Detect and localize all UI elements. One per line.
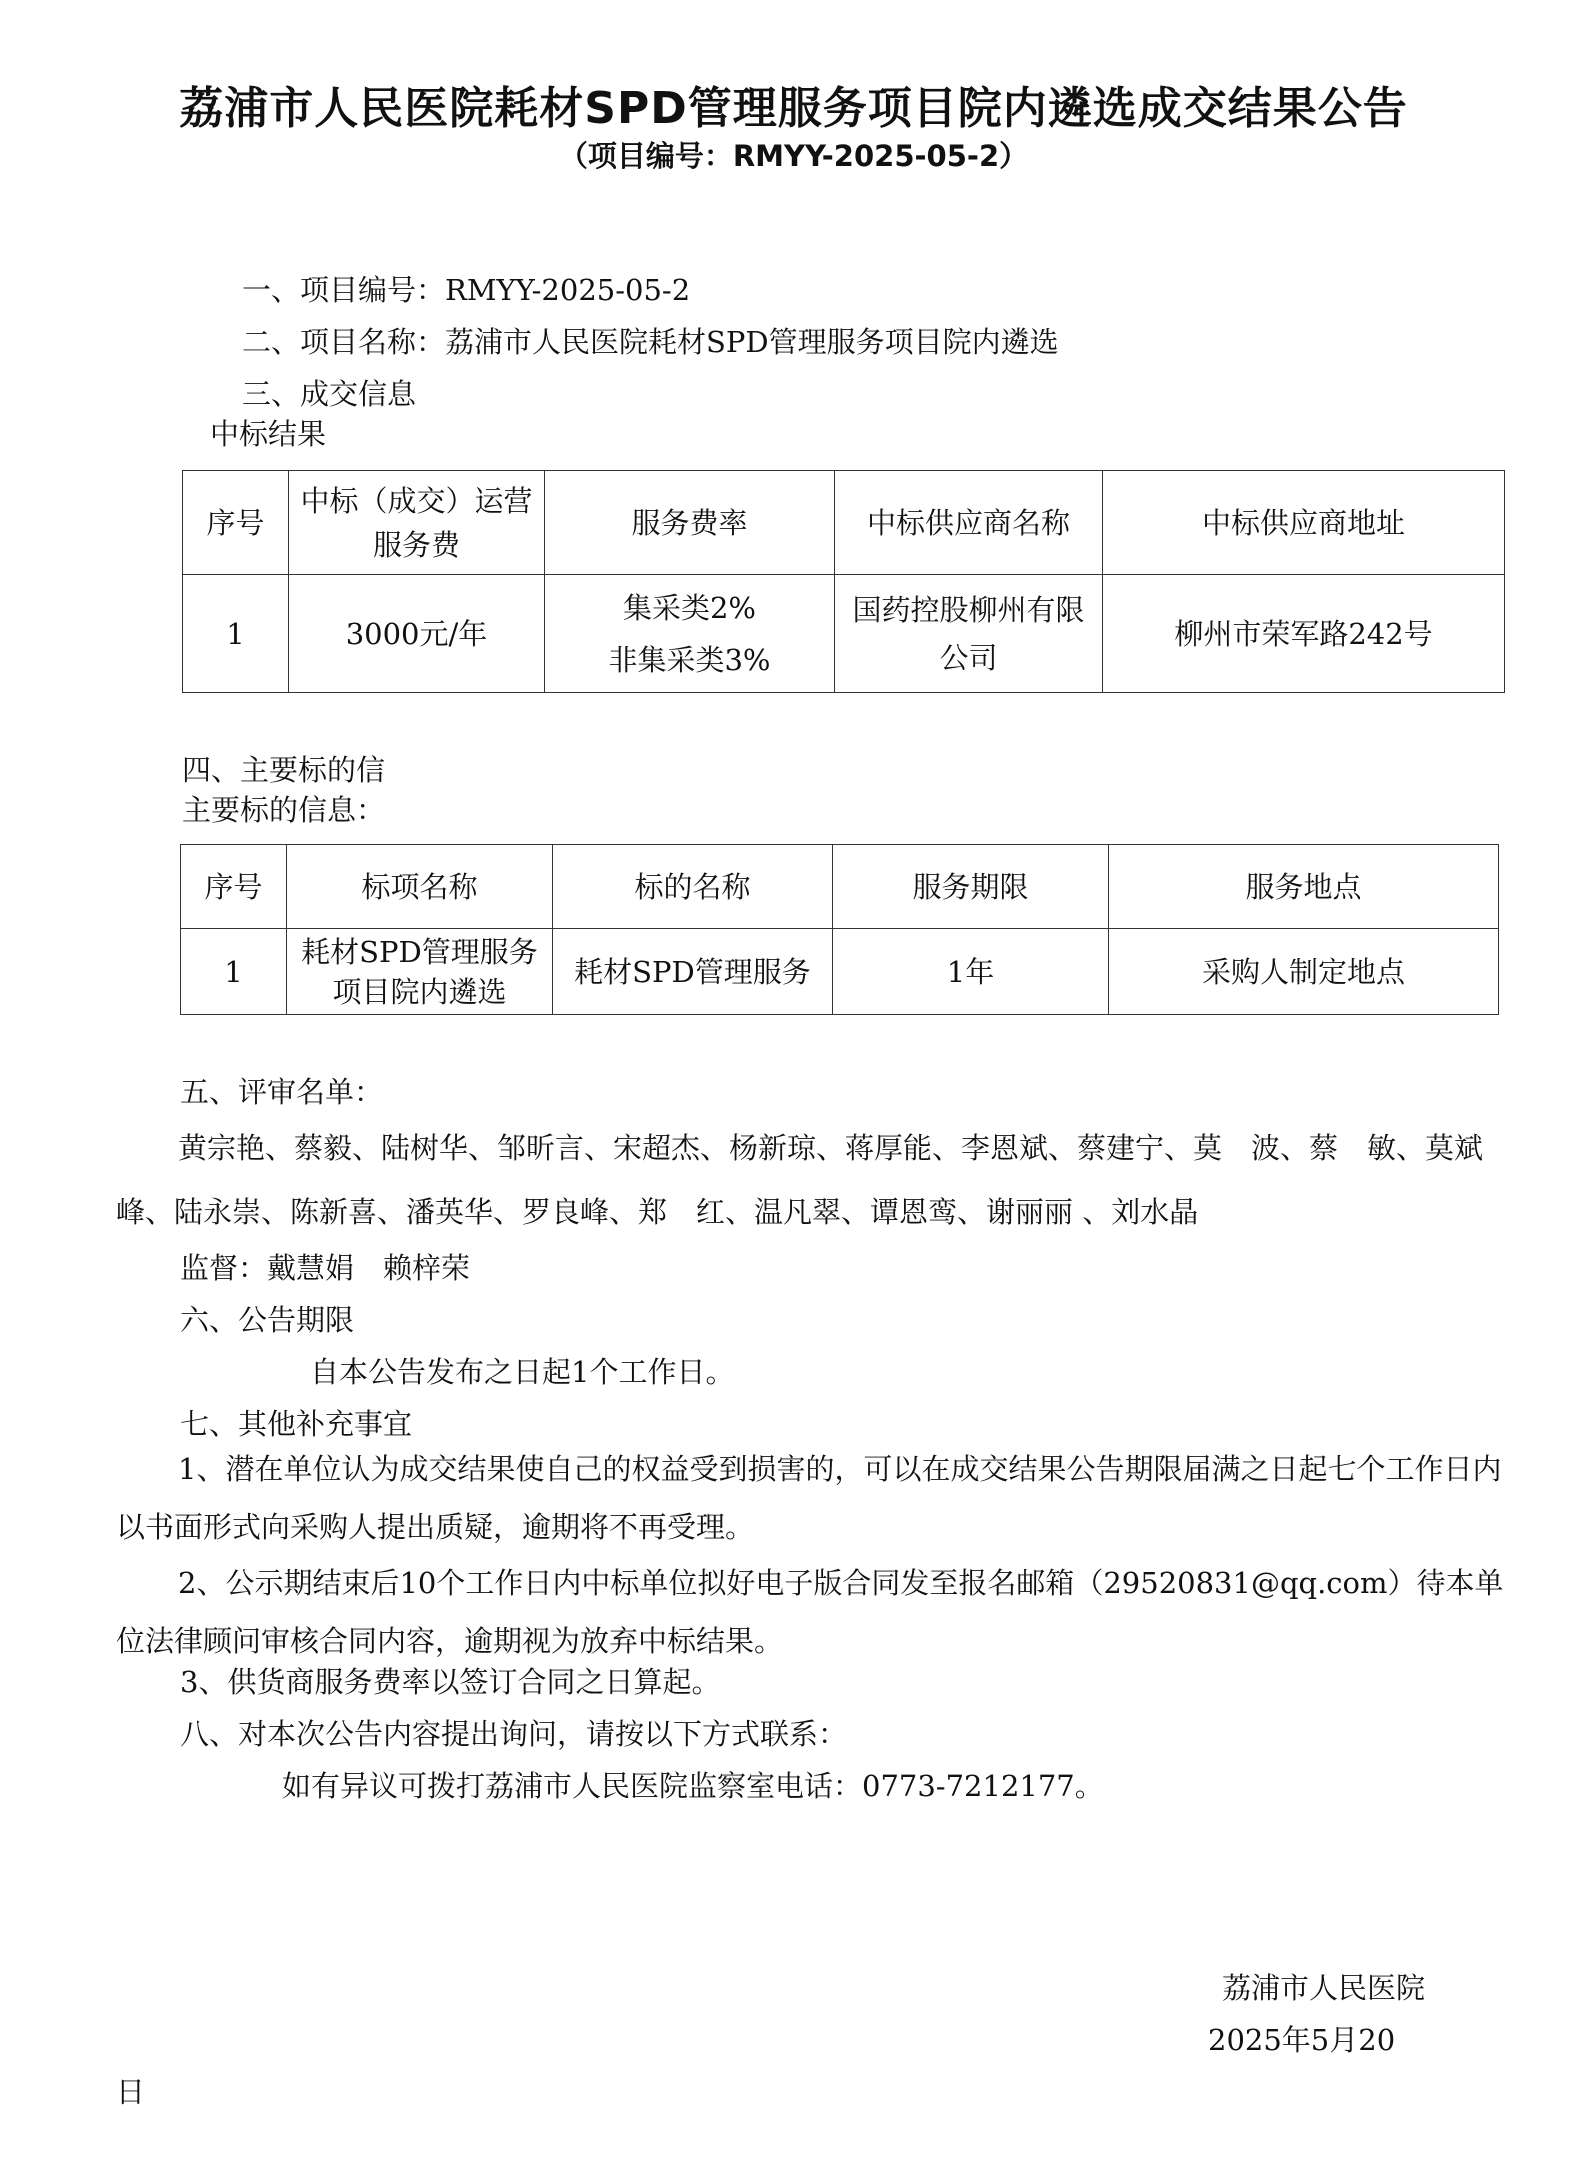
contact-text: 如有异议可拨打荔浦市人民医院监察室电话：0773-7212177。 bbox=[282, 1769, 1104, 1803]
award-table bbox=[182, 470, 1505, 693]
subject-header-no: 序号 bbox=[181, 845, 287, 929]
subject-cell-item: 耗材SPD管理服务项目院内遴选 bbox=[287, 929, 553, 1015]
section-notice-period: 六、公告期限 bbox=[180, 1303, 355, 1337]
section-project-number: 一、项目编号：RMYY-2025-05-2 bbox=[242, 273, 691, 307]
award-header-supplier: 中标供应商名称 bbox=[835, 471, 1103, 575]
section-supplement: 七、其他补充事宜 bbox=[180, 1407, 413, 1441]
section-project-name: 二、项目名称：荔浦市人民医院耗材SPD管理服务项目院内遴选 bbox=[242, 325, 1059, 359]
award-header-fee: 中标（成交）运营服务费 bbox=[289, 471, 545, 575]
signature-date-day: 日 bbox=[116, 2075, 146, 2109]
subject-cell-place: 采购人制定地点 bbox=[1109, 929, 1499, 1015]
supplement-item-1: 1、潜在单位认为成交结果使自己的权益受到损害的，可以在成交结果公告期限届满之日起七个工作日内以书面形式向采购人提出质疑，逾期将不再受理。 bbox=[116, 1452, 1502, 1544]
signature-organization: 荔浦市人民医院 bbox=[1222, 1971, 1426, 2005]
supplement-item-3: 3、供货商服务费率以签订合同之日算起。 bbox=[180, 1665, 721, 1699]
supplement-item-2: 2、公示期结束后10个工作日内中标单位拟好电子版合同发至报名邮箱（29520831@qq.com）待本单位法律顾问审核合同内容，逾期视为放弃中标结果。 bbox=[116, 1566, 1504, 1658]
award-header-rate: 服务费率 bbox=[545, 471, 835, 575]
award-caption: 中标结果 bbox=[210, 417, 327, 451]
section-reviewers: 五、评审名单： bbox=[180, 1075, 384, 1109]
subject-header-subject: 标的名称 bbox=[553, 845, 833, 929]
project-number-subtitle: （项目编号：RMYY-2025-05-2） bbox=[558, 139, 1029, 173]
subject-table-header-row bbox=[181, 845, 1499, 929]
subject-cell-subject: 耗材SPD管理服务 bbox=[553, 929, 833, 1015]
subject-header-place: 服务地点 bbox=[1109, 845, 1499, 929]
subject-header-item: 标项名称 bbox=[287, 845, 553, 929]
award-cell-fee: 3000元/年 bbox=[289, 575, 545, 693]
subject-table bbox=[180, 844, 1499, 1015]
section-main-subject: 四、主要标的信 bbox=[182, 753, 386, 787]
award-cell-rate bbox=[545, 575, 835, 693]
award-table-header-row bbox=[183, 471, 1505, 575]
table-row bbox=[183, 575, 1505, 693]
award-cell-supplier: 国药控股柳州有限公司 bbox=[835, 575, 1103, 693]
section-contact: 八、对本次公告内容提出询问，请按以下方式联系： bbox=[180, 1717, 848, 1751]
reviewer-list: 黄宗艳、蔡毅、陆树华、邹昕言、宋超杰、杨新琼、蒋厚能、李恩斌、蔡建宁、莫 波、蔡 敏、莫斌峰、陆永崇、陈新喜、潘英华、罗良峰、郑 红、温凡翠、谭恩鸾、谢丽丽 、刘水晶 bbox=[116, 1131, 1484, 1229]
subject-cell-term: 1年 bbox=[833, 929, 1109, 1015]
award-rate-line-2: 非集采类3% bbox=[608, 642, 771, 677]
document-title: 荔浦市人民医院耗材SPD管理服务项目院内遴选成交结果公告 bbox=[179, 83, 1408, 134]
main-subject-caption: 主要标的信息： bbox=[182, 793, 386, 827]
award-header-address: 中标供应商地址 bbox=[1103, 471, 1505, 575]
award-cell-no: 1 bbox=[183, 575, 289, 693]
award-cell-address: 柳州市荣军路242号 bbox=[1103, 575, 1505, 693]
section-deal-info: 三、成交信息 bbox=[242, 377, 417, 411]
award-rate-line-1: 集采类2% bbox=[622, 590, 756, 625]
table-row bbox=[181, 929, 1499, 1015]
signature-date: 2025年5月20 bbox=[1208, 2023, 1396, 2057]
notice-period-text: 自本公告发布之日起1个工作日。 bbox=[310, 1355, 735, 1389]
award-header-no: 序号 bbox=[183, 471, 289, 575]
subject-header-term: 服务期限 bbox=[833, 845, 1109, 929]
supervision-line: 监督：戴慧娟 赖梓荣 bbox=[180, 1251, 471, 1285]
subject-cell-no: 1 bbox=[181, 929, 287, 1015]
